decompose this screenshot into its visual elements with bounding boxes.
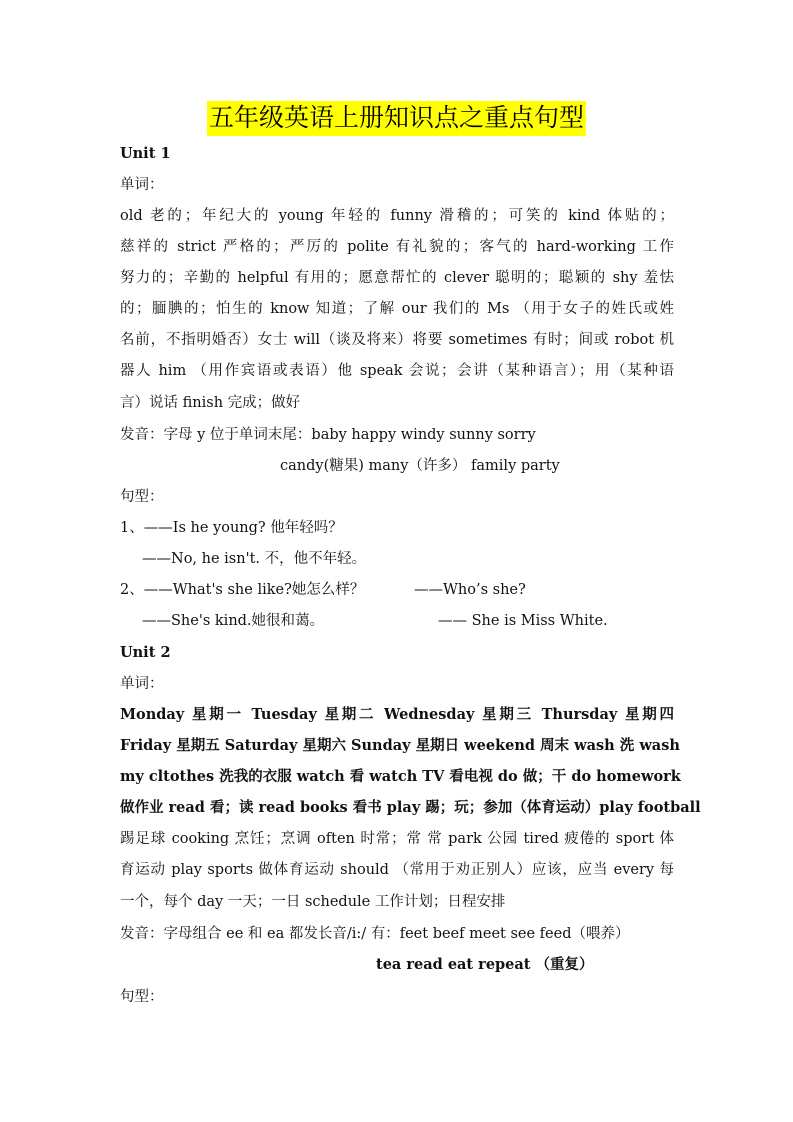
unit2-phonics: 发音：字母组合 ee 和 ea 都发长音/i:/ 有：feet beef meet see feed（喂养） xyxy=(120,926,630,942)
unit1-words-line: 器人 him （用作宾语或表语）他 speak 会说；会讲（某种语言）；用（某种语 xyxy=(120,363,674,379)
unit2-words-line: my cltothes 洗我的衣服 watch 看 watch TV 看电视 do 做；干 do homework xyxy=(120,768,681,785)
unit1-sentence: 2、——What's she like?她怎么样？ xyxy=(120,582,365,598)
unit1-phonics: 发音：字母 y 位于单词末尾：baby happy windy sunny sorry xyxy=(120,427,536,443)
unit2-words-line: Monday 星期一 Tuesday 星期二 Wednesday 星期三 Thursday 星期四 xyxy=(120,706,674,723)
unit1-sentence: ——No, he isn't. 不，他不年轻。 xyxy=(142,551,367,567)
unit1-words-line: 言）说话 finish 完成；做好 xyxy=(120,395,301,411)
unit1-words-label: 单词： xyxy=(120,177,164,193)
unit1-sentence: —— She is Miss White. xyxy=(438,613,608,629)
unit2-words-label: 单词： xyxy=(120,676,164,692)
unit1-sentence: ——She's kind.她很和蔼。 xyxy=(142,613,325,629)
unit1-phonics-cont: candy(糖果) many（许多） family party xyxy=(280,458,560,474)
unit1-words-line: 的；腼腆的；怕生的 know 知道；了解 our 我们的 Ms （用于女子的姓氏或姓 xyxy=(120,301,674,317)
unit2-sentences-label: 句型： xyxy=(120,989,164,1005)
unit1-words-line: 名前，不指明婚否）女士 will（谈及将来）将要 sometimes 有时；间或 robot 机 xyxy=(120,332,674,348)
unit1-words-line: old 老的；年纪大的 young 年轻的 funny 滑稽的；可笑的 kind 体贴的； xyxy=(120,208,674,224)
unit1-words-line: 努力的；辛勤的 helpful 有用的；愿意帮忙的 clever 聪明的；聪颖的 shy 羞怯 xyxy=(120,270,674,286)
unit1-sentences-label: 句型： xyxy=(120,489,164,505)
unit1-words-line: 慈祥的 strict 严格的；严厉的 polite 有礼貌的；客气的 hard-working 工作 xyxy=(120,239,674,255)
unit2-words-line: 一个，每个 day 一天；一日 schedule 工作计划；日程安排 xyxy=(120,894,506,910)
unit1-sentence: 1、——Is he young? 他年轻吗？ xyxy=(120,520,343,536)
title-text: 五年级英语上册知识点之重点句型 xyxy=(207,101,586,136)
unit2-heading: Unit 2 xyxy=(120,644,171,661)
unit2-phonics-cont: tea read eat repeat （重复） xyxy=(376,956,594,973)
unit2-words-line: 做作业 read 看；读 read books 看书 play 踢；玩；参加（体育运动）play football xyxy=(120,799,701,816)
unit1-heading: Unit 1 xyxy=(120,145,171,162)
unit2-words-line: 育运动 play sports 做体育运动 should （常用于劝正别人）应该，应当 every 每 xyxy=(120,862,674,878)
unit2-words-line: 踢足球 cooking 烹饪；烹调 often 时常；常 常 park 公园 tired 疲倦的 sport 体 xyxy=(120,831,674,847)
unit1-sentence: ——Who’s she? xyxy=(414,582,526,598)
unit2-words-line: Friday 星期五 Saturday 星期六 Sunday 星期日 weekend 周末 wash 洗 wash xyxy=(120,737,680,754)
document-title xyxy=(0,98,793,134)
